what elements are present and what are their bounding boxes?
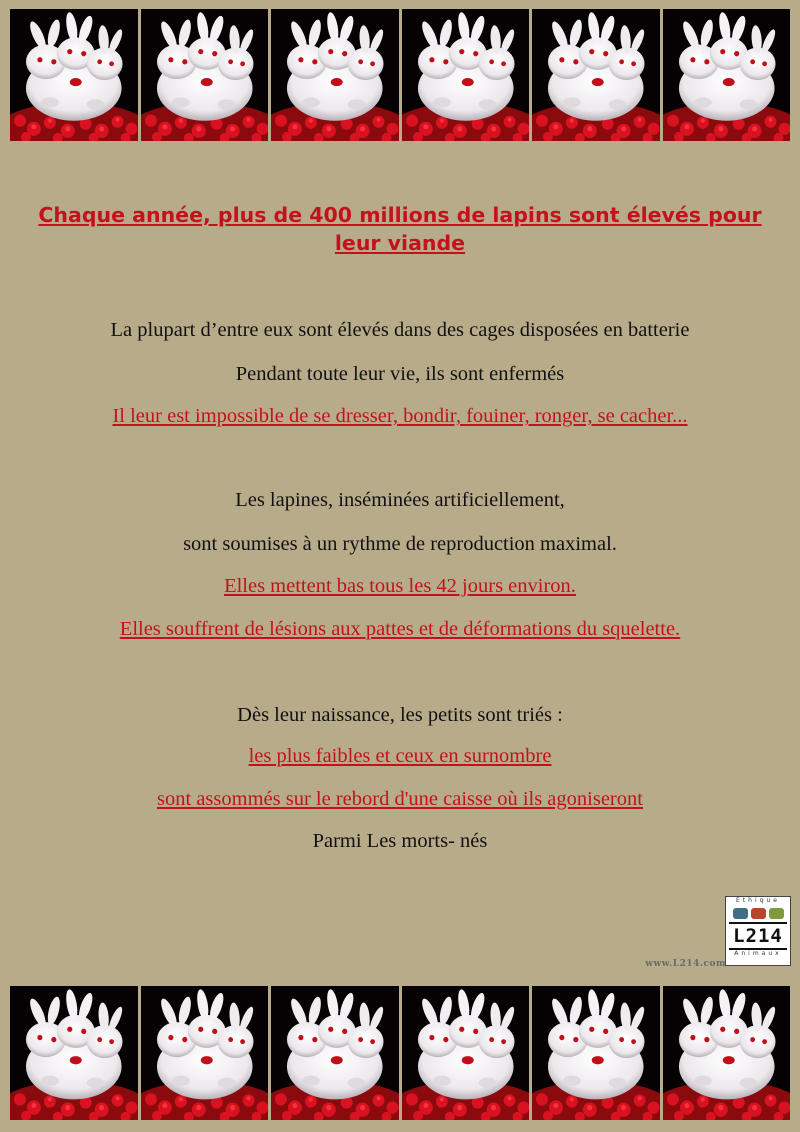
website-link[interactable]: www.L214.com <box>645 959 726 969</box>
logo-top-text: Ethique <box>736 897 780 904</box>
text-line-highlight: Il leur est impossible de se dresser, bondir, fouiner, ronger, se cacher... <box>112 405 688 427</box>
l214-logo <box>725 896 791 966</box>
rabbit-photo <box>271 986 399 1120</box>
text-line: Parmi Les morts- nés <box>312 830 488 852</box>
top-photo-strip <box>10 9 790 141</box>
logo-animals-icon <box>726 906 790 920</box>
fish-icon <box>733 908 748 919</box>
rabbit-photo <box>141 9 269 141</box>
logo-bottom-text: Animaux <box>734 950 782 957</box>
logo-brand: L214 <box>729 922 787 950</box>
text-line-highlight: sont assommés sur le rebord d'une caisse où ils agoniseront <box>157 788 643 810</box>
pig-icon <box>751 908 766 919</box>
rabbit-photo <box>141 986 269 1120</box>
rabbit-photo <box>10 986 138 1120</box>
rabbit-photo <box>532 986 660 1120</box>
rabbit-photo <box>402 986 530 1120</box>
text-line-highlight: Elles souffrent de lésions aux pattes et de déformations du squelette. <box>119 618 681 640</box>
text-line: Dès leur naissance, les petits sont triés : <box>237 704 563 726</box>
headline: Chaque année, plus de 400 millions de lapins sont élevés pour leur viande <box>38 203 762 255</box>
rabbit-photo <box>663 9 791 141</box>
rabbit-photo <box>271 9 399 141</box>
text-line: Les lapines, inséminées artificiellement, <box>235 489 565 511</box>
rabbit-photo <box>532 9 660 141</box>
text-line: La plupart d’entre eux sont élevés dans des cages disposées en batterie <box>110 319 690 341</box>
rabbit-photo <box>402 9 530 141</box>
text-line-highlight: les plus faibles et ceux en surnombre <box>248 745 552 767</box>
chicken-icon <box>769 908 784 919</box>
text-line-highlight: Elles mettent bas tous les 42 jours environ. <box>224 575 576 597</box>
text-line: sont soumises à un rythme de reproduction maximal. <box>183 533 617 555</box>
text-line: Pendant toute leur vie, ils sont enfermés <box>235 363 565 385</box>
rabbit-photo <box>10 9 138 141</box>
bottom-photo-strip <box>10 986 790 1120</box>
rabbit-photo <box>663 986 791 1120</box>
